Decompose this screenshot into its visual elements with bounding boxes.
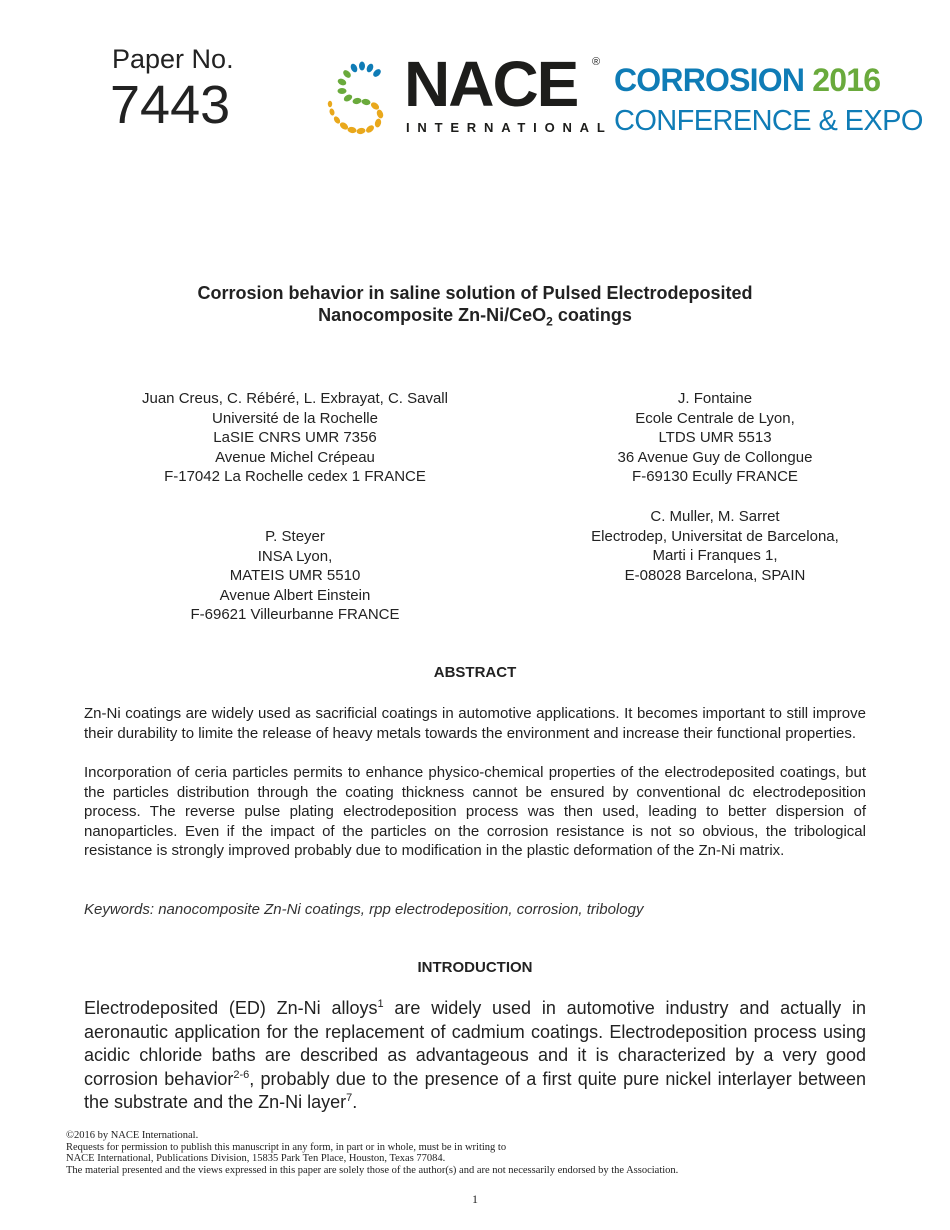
- abstract-heading: ABSTRACT: [433, 664, 517, 681]
- author-block: [100, 389, 490, 487]
- conference-year: 2016: [812, 62, 881, 98]
- conference-title: [614, 62, 880, 98]
- intro-text: are widely used in automotive industry and actually in aeronautic application for the replacement of cadmium coatings. Electrodeposition process using acidic chloride baths are described as advantageous and it is characterized by a very good corrosion behavior: [84, 998, 866, 1089]
- keywords: Keywords: nanocomposite Zn-Ni coatings, rpp electrodeposition, corrosion, tribology: [84, 901, 644, 918]
- title-line-2: [0, 304, 950, 329]
- author-names: C. Muller, M. Sarret: [650, 508, 780, 525]
- intro-text: Electrodeposited (ED) Zn-Ni alloys: [84, 998, 378, 1018]
- author-address: 36 Avenue Guy de Collongue: [617, 448, 813, 466]
- paper-label: Paper No.: [112, 44, 234, 74]
- nace-subtitle: INTERNATIONAL: [406, 120, 613, 135]
- paper-number: 7443: [110, 75, 231, 135]
- footer-line: Requests for permission to publish this manuscript in any form, in part or in whole, must be in writing to: [66, 1141, 507, 1153]
- abstract-paragraph: Zn-Ni coatings are widely used as sacrificial coatings in automotive applications. It becomes important to still improve their durability to limite the release of heavy metals towards the environment and increase their functional properties.: [84, 705, 866, 742]
- footer-line: The material presented and the views expressed in this paper are solely those of the author(s) and are not necessarily endorsed by the Association.: [66, 1164, 679, 1176]
- author-affiliation: Electrodep, Universitat de Barcelona,: [591, 527, 839, 545]
- author-affiliation: INSA Lyon,: [257, 547, 333, 565]
- registered-mark: ®: [592, 56, 601, 68]
- author-block: [520, 389, 910, 487]
- author-address: Avenue Albert Einstein: [219, 586, 371, 604]
- citation-ref: 2-6: [233, 1068, 250, 1081]
- author-block: [100, 527, 490, 625]
- title-line-2-text: Nanocomposite Zn-Ni/CeO: [318, 305, 547, 325]
- copyright-footer: [66, 1130, 678, 1176]
- author-address: F-69130 Ecully FRANCE: [632, 468, 798, 486]
- title-subscript: 2: [546, 314, 553, 329]
- citation-ref: 1: [377, 998, 384, 1010]
- conference-corrosion: CORROSION: [614, 62, 805, 98]
- abstract-paragraph: Incorporation of ceria particles permits to enhance physico-chemical properties of the electrodeposited coatings, but the particles distribution through the coating thickness cannot be ensured by conventional dc electrodeposition process. The reverse pulse plating electrodeposition process was then used, leading to better dispersion of nanoparticles. Even if the impact of the particles on the corrosion resistance is not so obvious, the tribological resistance is strongly improved probably due to modification in the plastic deformation of the Zn-Ni matrix.: [84, 764, 866, 860]
- author-affiliation: Université de la Rochelle: [212, 409, 378, 427]
- author-block: [520, 507, 910, 585]
- author-address: F-17042 La Rochelle cedex 1 FRANCE: [164, 468, 426, 486]
- intro-text: , probably due to the presence of a first quite pure nickel interlayer between the substrate and the Zn-Ni layer: [84, 1068, 866, 1112]
- author-address: F-69621 Villeurbanne FRANCE: [190, 606, 400, 624]
- title-line-1: Corrosion behavior in saline solution of Pulsed Electrodeposited: [197, 283, 753, 303]
- paper-title: [0, 282, 950, 329]
- author-address: E-08028 Barcelona, SPAIN: [624, 566, 806, 584]
- footer-line: NACE International, Publications Division, 15835 Park Ten Place, Houston, Texas 77084.: [66, 1153, 446, 1165]
- author-names: J. Fontaine: [677, 390, 753, 407]
- nace-logo: [322, 48, 613, 138]
- introduction-paragraph: [84, 997, 866, 1115]
- page-number: 1: [472, 1192, 478, 1206]
- author-affiliation: MATEIS UMR 5510: [229, 567, 361, 585]
- author-names: P. Steyer: [265, 528, 325, 545]
- conference-subtitle: CONFERENCE & EXPO: [614, 105, 923, 137]
- footer-line: ©2016 by NACE International.: [66, 1130, 199, 1141]
- author-affiliation: Ecole Centrale de Lyon,: [635, 409, 795, 427]
- author-affiliation: LaSIE CNRS UMR 7356: [213, 429, 377, 447]
- title-line-2-suffix: coatings: [552, 305, 632, 325]
- author-affiliation: LTDS UMR 5513: [658, 429, 772, 447]
- author-names: Juan Creus, C. Rébéré, L. Exbrayat, C. Savall: [142, 390, 448, 407]
- author-address: Marti i Franques 1,: [652, 547, 778, 565]
- author-address: Avenue Michel Crépeau: [215, 448, 375, 466]
- nace-wordmark: NACE: [404, 48, 578, 120]
- intro-text: .: [352, 1092, 358, 1112]
- citation-ref: 7: [346, 1092, 353, 1104]
- introduction-heading: INTRODUCTION: [417, 959, 533, 976]
- nace-swirl-icon: [322, 60, 402, 136]
